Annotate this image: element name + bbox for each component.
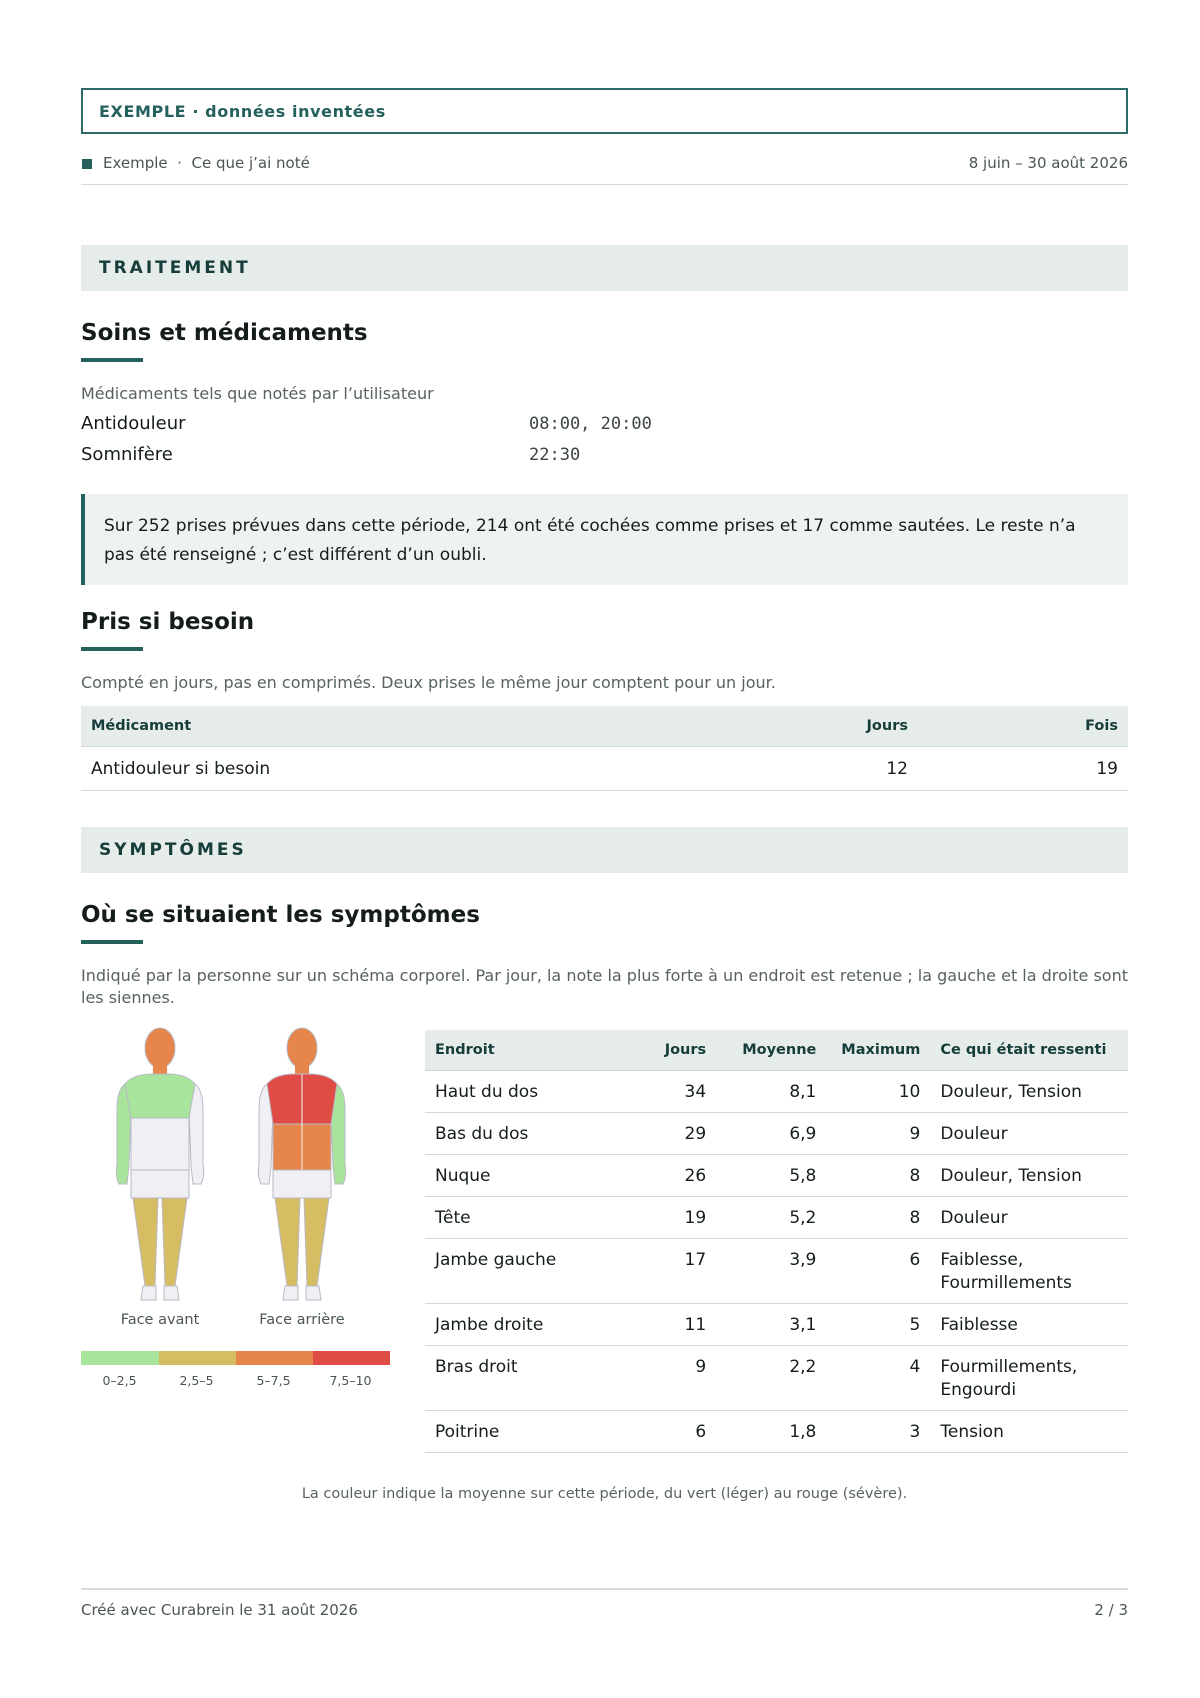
footer-divider (81, 1588, 1128, 1590)
symptom-maximum: 10 (826, 1071, 930, 1113)
symptom-days: 34 (643, 1071, 716, 1113)
symptoms-subtitle: Indiqué par la personne sur un schéma corporel. Par jour, la note la plus forte à un endroit est retenue ; la gauche et la droite sont les siennes. (81, 966, 1128, 1007)
symptom-felt: Douleur, Tension (930, 1071, 1128, 1113)
symptom-place: Poitrine (425, 1411, 643, 1453)
symptom-felt: Tension (930, 1411, 1128, 1453)
column-header-days: Jours (643, 1030, 716, 1071)
right-foot-region (306, 1286, 321, 1300)
table-header-row (425, 1030, 1128, 1071)
symptom-average: 2,2 (716, 1346, 826, 1411)
color-caption: La couleur indique la moyenne sur cette période, du vert (léger) au rouge (sévère). (301, 1486, 908, 1502)
column-header-place: Endroit (425, 1030, 643, 1071)
table-row (425, 1411, 1128, 1453)
report-context: Exemple · Ce que j’ai noté (103, 154, 310, 172)
banner-text: EXEMPLE · données inventées (99, 102, 386, 121)
symptom-place: Bas du dos (425, 1113, 643, 1155)
symptom-felt: Faiblesse, Fourmillements (930, 1239, 1128, 1304)
table-row (425, 1197, 1128, 1239)
symptom-maximum: 8 (826, 1197, 930, 1239)
abdomen-region (131, 1118, 189, 1170)
symptom-maximum: 3 (826, 1411, 930, 1453)
page-number: 2 / 3 (1094, 1601, 1128, 1619)
table-row (425, 1113, 1128, 1155)
medication-name: Antidouleur (81, 413, 186, 434)
example-banner (81, 88, 1128, 134)
symptom-days: 6 (643, 1411, 716, 1453)
column-header-times: Fois (918, 706, 1128, 747)
table-row (425, 1304, 1128, 1346)
legend-swatch-severe (313, 1351, 390, 1365)
left-leg-region (275, 1198, 300, 1286)
section-label: SYMPTÔMES (99, 840, 247, 860)
body-diagram-front (115, 1026, 205, 1302)
right-leg-region (133, 1198, 158, 1286)
section-header-treatment (81, 245, 1128, 291)
symptom-maximum: 8 (826, 1155, 930, 1197)
column-header-maximum: Maximum (826, 1030, 930, 1071)
symptom-place: Jambe gauche (425, 1239, 643, 1304)
symptom-place: Tête (425, 1197, 643, 1239)
table-row (425, 1155, 1128, 1197)
symptom-place: Haut du dos (425, 1071, 643, 1113)
symptom-days: 17 (643, 1239, 716, 1304)
symptom-maximum: 9 (826, 1113, 930, 1155)
legend-swatch-moderate (159, 1351, 236, 1365)
legend-swatch-high (236, 1351, 313, 1365)
section-label: TRAITEMENT (99, 258, 251, 278)
section-title-care: Soins et médicaments (81, 320, 368, 346)
symptom-average: 8,1 (716, 1071, 826, 1113)
symptom-felt: Douleur (930, 1197, 1128, 1239)
symptom-place: Nuque (425, 1155, 643, 1197)
adherence-note-text: Sur 252 prises prévues dans cette période, 214 ont été cochées comme prises et 17 comme sautées. Le reste n’a pas été renseigné ; c’est différent d’un oubli. (104, 516, 1076, 565)
hip-region (131, 1170, 189, 1198)
column-header-average: Moyenne (716, 1030, 826, 1071)
title-underline (81, 358, 143, 362)
date-range: 8 juin – 30 août 2026 (968, 154, 1128, 172)
symptom-average: 3,1 (716, 1304, 826, 1346)
head-region (145, 1028, 175, 1068)
figure-label-back: Face arrière (259, 1312, 345, 1328)
table-row (425, 1071, 1128, 1113)
symptom-maximum: 5 (826, 1304, 930, 1346)
head-region (287, 1028, 317, 1068)
symptom-average: 1,8 (716, 1411, 826, 1453)
legend-label: 2,5–5 (179, 1373, 214, 1388)
right-leg-region (304, 1198, 329, 1286)
medication-times: 08:00, 20:00 (529, 414, 652, 434)
symptom-average: 5,2 (716, 1197, 826, 1239)
left-foot-region (164, 1286, 179, 1300)
right-foot-region (141, 1286, 156, 1300)
left-leg-region (162, 1198, 187, 1286)
symptom-felt: Douleur (930, 1113, 1128, 1155)
section-title-prn: Pris si besoin (81, 609, 255, 635)
hip-region (273, 1170, 331, 1198)
prn-times: 19 (918, 747, 1128, 791)
symptoms-table (425, 1030, 1128, 1453)
section-header-symptoms (81, 827, 1128, 873)
column-header-felt: Ce qui était ressenti (930, 1030, 1128, 1071)
prn-medication: Antidouleur si besoin (81, 747, 778, 791)
body-diagram-back (257, 1026, 347, 1302)
symptom-place: Jambe droite (425, 1304, 643, 1346)
symptom-days: 9 (643, 1346, 716, 1411)
prn-days: 12 (778, 747, 918, 791)
prn-table (81, 706, 1128, 791)
title-underline (81, 647, 143, 651)
symptom-average: 6,9 (716, 1113, 826, 1155)
column-header-medication: Médicament (81, 706, 778, 747)
figure-label-front: Face avant (120, 1312, 200, 1328)
medication-times: 22:30 (529, 445, 581, 465)
medication-name: Somnifère (81, 444, 173, 465)
symptom-maximum: 4 (826, 1346, 930, 1411)
table-row (425, 1239, 1128, 1304)
legend-label: 0–2,5 (102, 1373, 137, 1388)
symptom-days: 26 (643, 1155, 716, 1197)
symptom-felt: Faiblesse (930, 1304, 1128, 1346)
symptom-place: Bras droit (425, 1346, 643, 1411)
symptom-days: 11 (643, 1304, 716, 1346)
symptom-days: 19 (643, 1197, 716, 1239)
section-title-symptoms: Où se situaient les symptômes (81, 902, 480, 928)
medications-subtitle: Médicaments tels que notés par l’utilisateur (81, 384, 434, 403)
adherence-note (81, 494, 1128, 585)
legend-label: 5–7,5 (256, 1373, 291, 1388)
chest-region (125, 1074, 195, 1118)
prn-subtitle: Compté en jours, pas en comprimés. Deux prises le même jour comptent pour un jour. (81, 673, 776, 692)
square-icon (82, 159, 92, 169)
legend-swatch-mild (81, 1351, 159, 1365)
symptom-felt: Fourmillements, Engourdi (930, 1346, 1128, 1411)
table-header-row (81, 706, 1128, 747)
symptom-maximum: 6 (826, 1239, 930, 1304)
symptoms-table-body (425, 1071, 1128, 1453)
report-meta-row (81, 152, 1128, 185)
title-underline (81, 940, 143, 944)
symptom-average: 3,9 (716, 1239, 826, 1304)
legend-label: 7,5–10 (329, 1373, 372, 1388)
footer-created: Créé avec Curabrein le 31 août 2026 (81, 1601, 358, 1619)
left-foot-region (283, 1286, 298, 1300)
symptom-felt: Douleur, Tension (930, 1155, 1128, 1197)
table-row (81, 747, 1128, 791)
column-header-days: Jours (778, 706, 918, 747)
symptom-average: 5,8 (716, 1155, 826, 1197)
symptom-days: 29 (643, 1113, 716, 1155)
table-row (425, 1346, 1128, 1411)
